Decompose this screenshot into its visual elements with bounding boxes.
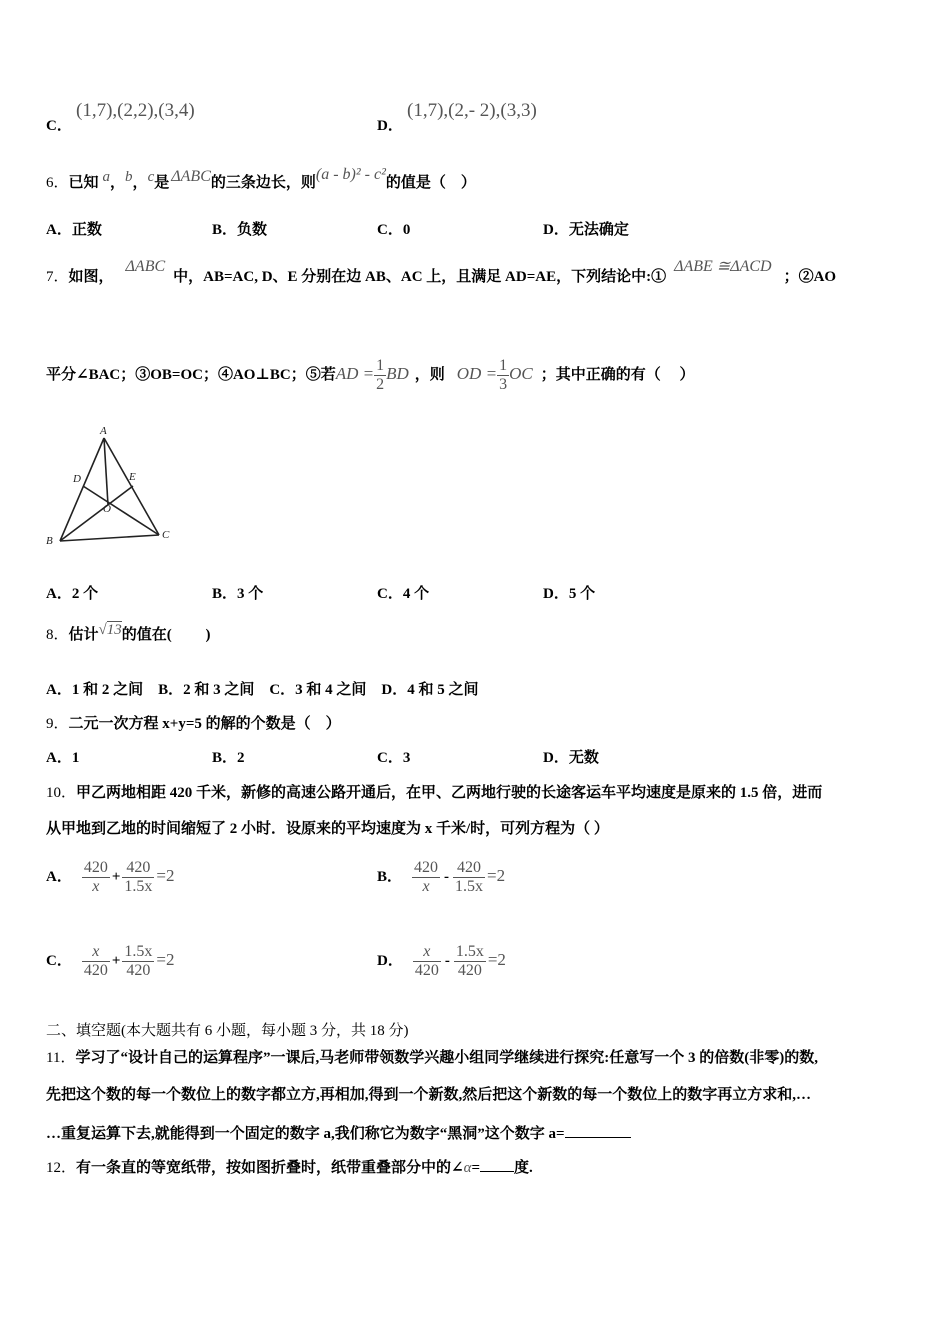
q9-option-b xyxy=(212,748,245,768)
operator: + xyxy=(111,953,121,969)
option-text: 3 个 xyxy=(237,586,264,602)
q6-text-1: 已知 xyxy=(68,175,99,191)
operator: - xyxy=(444,869,450,885)
q6-var-c: c xyxy=(147,169,155,185)
fraction-numerator: 420 xyxy=(414,859,439,877)
q7-od-equals: OD = xyxy=(456,364,498,383)
option-label: B． xyxy=(212,222,238,238)
option-text: 负数 xyxy=(237,222,268,238)
q6-text-2: 是 xyxy=(154,175,170,191)
q5-option-c-label: C． xyxy=(46,118,72,134)
option-text: 4 个 xyxy=(402,586,430,602)
label-c: C xyxy=(162,529,170,541)
q7-triangle-abc: ΔABC xyxy=(125,258,166,275)
q6-comma-2: ， xyxy=(132,175,148,191)
equation-rhs: =2 xyxy=(487,866,506,885)
q7-text-4: ；其中正确的有（ ） xyxy=(540,367,695,383)
option-label: C． xyxy=(377,586,403,602)
q7-option-d xyxy=(543,584,595,604)
q9-text: 二元一次方程 x+y=5 的解的个数是（ ） xyxy=(68,716,341,732)
question-number: 12． xyxy=(46,1160,77,1176)
option-text: 5 个 xyxy=(568,586,596,602)
label-b: B xyxy=(46,535,53,547)
option-text: 2 个 xyxy=(71,586,99,602)
question-number: 6． xyxy=(46,175,69,191)
q8-text-1: 估计 xyxy=(68,627,99,643)
option-text: 1 xyxy=(71,750,80,766)
q6-var-b: b xyxy=(125,169,133,185)
q5-option-d-label: D． xyxy=(377,118,403,134)
fraction-1 xyxy=(413,943,441,980)
operator: - xyxy=(444,953,450,969)
equation-rhs: =2 xyxy=(156,950,175,969)
fraction-1 xyxy=(82,943,110,980)
fraction-numerator: 420 xyxy=(453,859,485,878)
option-text: 0 xyxy=(402,222,411,238)
equation-rhs: =2 xyxy=(156,866,175,885)
q10-option-a xyxy=(46,854,175,899)
question-12-stem xyxy=(46,1157,533,1178)
fraction-denominator: 1.5x xyxy=(124,878,153,896)
fraction-denominator: 420 xyxy=(126,962,151,980)
option-label: C． xyxy=(377,222,403,238)
q12-text-1: 有一条直的等宽纸带，按如图折叠时，纸带重叠部分中的∠ xyxy=(76,1160,464,1176)
question-6-stem xyxy=(46,166,476,193)
fraction-2 xyxy=(453,859,485,896)
q10-option-b xyxy=(377,854,505,899)
sqrt-symbol: √13 xyxy=(98,622,122,638)
q7-line2-text-1: 平分∠BAC；③OB=OC；④AO⊥BC；⑤若 xyxy=(46,367,336,383)
question-10-line-1 xyxy=(46,783,822,803)
option-label: D． xyxy=(377,953,403,969)
q6-triangle-abc: ΔABC xyxy=(171,168,211,185)
q7-text-1: 如图， xyxy=(68,269,114,285)
option-label: A． xyxy=(46,222,72,238)
fraction-numerator: 1.5x xyxy=(124,943,153,961)
label-d: D xyxy=(73,473,81,485)
q6-text-4: 的值是（ ） xyxy=(385,175,476,191)
question-number: 8． xyxy=(46,627,69,643)
q6-option-a xyxy=(46,220,102,240)
label-e: E xyxy=(129,471,136,483)
fraction-denominator: 420 xyxy=(414,962,439,980)
option-text: 正数 xyxy=(71,222,102,238)
option-label: B． xyxy=(377,869,403,885)
q12-text-3: 度. xyxy=(514,1160,533,1176)
q7-congruence: ΔABE ≅ΔACD xyxy=(674,258,772,275)
question-11-line-1 xyxy=(46,1048,818,1068)
q7-option-b xyxy=(212,584,263,604)
answer-blank[interactable] xyxy=(480,1157,514,1172)
q9-option-c xyxy=(377,748,410,768)
q6-option-d xyxy=(543,220,629,240)
q7-option-a xyxy=(46,584,98,604)
q12-alpha: α xyxy=(463,1160,472,1176)
side-ab xyxy=(60,438,104,541)
q7-fraction-half xyxy=(374,357,386,394)
q8-text-2: 的值在( ) xyxy=(121,627,211,643)
fraction-numerator: 1 xyxy=(376,357,385,375)
fraction-denominator: 2 xyxy=(376,376,385,394)
fraction-2 xyxy=(122,943,154,980)
question-11-line-2: 先把这个数的每一个数位上的数字都立方,再相加,得到一个新数,然后把这个新数的每一个数位上的数字再立方求和,… xyxy=(46,1087,812,1103)
q7-text-2: 中，AB=AC, D、E 分别在边 AB、AC 上，且满足 AD=AE，下列结论中:① xyxy=(173,269,667,285)
q11-line1-text: 学习了“设计自己的运算程序”一课后,马老师带领数学兴趣小组同学继续进行探究:任意写一个 3 的倍数(非零)的数, xyxy=(75,1050,818,1066)
q6-comma-1: ， xyxy=(110,175,126,191)
question-number: 10． xyxy=(46,785,77,801)
q8-options: A．1 和 2 之间 B．2 和 3 之间 C．3 和 4 之间 D．4 和 5 之间 xyxy=(46,682,479,698)
fraction-numerator: 420 xyxy=(83,859,108,877)
q5-option-c-text: (1,7),(2,2),(3,4) xyxy=(76,100,195,121)
option-text: 2 xyxy=(237,750,245,766)
fraction-numerator: 1 xyxy=(499,357,508,375)
q7-bd: BD xyxy=(386,364,409,383)
question-number: 7． xyxy=(46,269,69,285)
fraction-numerator: x xyxy=(413,943,441,962)
question-9-stem xyxy=(46,714,341,734)
segment-ao xyxy=(104,438,108,505)
option-text: 无法确定 xyxy=(568,222,629,238)
q6-text-3: 的三条边长，则 xyxy=(210,175,316,191)
q7-fraction-third xyxy=(497,357,509,394)
fraction-2 xyxy=(454,943,486,980)
option-label: C． xyxy=(46,953,72,969)
option-label: A． xyxy=(46,869,72,885)
q8-radicand: 13 xyxy=(106,622,122,638)
fraction-denominator: x xyxy=(92,878,100,896)
q6-expression: (a - b)² - c² xyxy=(315,166,386,183)
q7-option-c xyxy=(377,584,429,604)
fraction-numerator: 420 xyxy=(122,859,154,878)
fraction-denominator: 420 xyxy=(83,962,108,980)
question-number: 11． xyxy=(46,1050,76,1066)
segment-cd xyxy=(83,486,159,535)
answer-blank[interactable] xyxy=(565,1123,631,1138)
fraction-1 xyxy=(82,859,110,896)
q10-line1-text: 甲乙两地相距 420 千米，新修的高速公路开通后，在甲、乙两地行驶的长途客运车平均速度是原来的 1.5 倍，进而 xyxy=(76,785,823,801)
question-10-line-2: 从甲地到乙地的时间缩短了 2 小时．设原来的平均速度为 x 千米/时，可列方程为（ ） xyxy=(46,821,609,837)
option-label: A． xyxy=(46,586,72,602)
q6-option-b xyxy=(212,220,267,240)
q10-option-c xyxy=(46,938,175,983)
fraction-denominator: x xyxy=(422,878,430,896)
option-text: 3 xyxy=(402,750,411,766)
q9-option-a xyxy=(46,748,79,768)
q9-option-d xyxy=(543,748,599,768)
option-label: D． xyxy=(543,222,569,238)
option-label: B． xyxy=(212,750,238,766)
fraction-denominator: 3 xyxy=(499,376,508,394)
fraction-2 xyxy=(122,859,154,896)
section-2-heading: 二、填空题(本大题共有 6 小题，每小题 3 分，共 18 分) xyxy=(46,1023,409,1039)
fraction-denominator: 1.5x xyxy=(455,878,484,896)
fraction-1 xyxy=(412,859,440,896)
option-label: D． xyxy=(543,586,569,602)
fraction-numerator: 1.5x xyxy=(455,943,484,961)
q6-var-a: a xyxy=(102,169,111,185)
option-label: B． xyxy=(212,586,238,602)
q10-option-d xyxy=(377,938,506,983)
q5-option-d-text: (1,7),(2,- 2),(3,3) xyxy=(407,100,537,121)
question-7-line-1 xyxy=(46,258,837,287)
q7-oc: OC xyxy=(509,364,533,383)
q7-ad-equals: AD = xyxy=(335,364,375,383)
question-8-stem xyxy=(46,622,211,645)
q7-then: ，则 xyxy=(414,367,445,383)
operator: + xyxy=(111,869,121,885)
side-bc xyxy=(60,535,159,541)
question-number: 9． xyxy=(46,716,69,732)
option-text: 无数 xyxy=(568,750,599,766)
q11-line3-text: …重复运算下去,就能得到一个固定的数字 a,我们称它为数字“黑洞”这个数字 a= xyxy=(46,1126,565,1142)
option-label: A． xyxy=(46,750,72,766)
label-a: A xyxy=(100,425,107,437)
equation-rhs: =2 xyxy=(487,950,506,969)
question-7-line-2 xyxy=(46,353,694,396)
fraction-denominator: 420 xyxy=(457,962,482,980)
q12-equals: = xyxy=(471,1160,481,1176)
triangle-figure xyxy=(40,420,180,550)
fraction-numerator: x xyxy=(82,943,110,962)
q7-text-3: ；②AO xyxy=(783,269,837,285)
q6-option-c xyxy=(377,220,410,240)
option-label: C． xyxy=(377,750,403,766)
question-11-line-3 xyxy=(46,1123,631,1144)
option-label: D． xyxy=(543,750,569,766)
label-o: O xyxy=(103,503,111,515)
